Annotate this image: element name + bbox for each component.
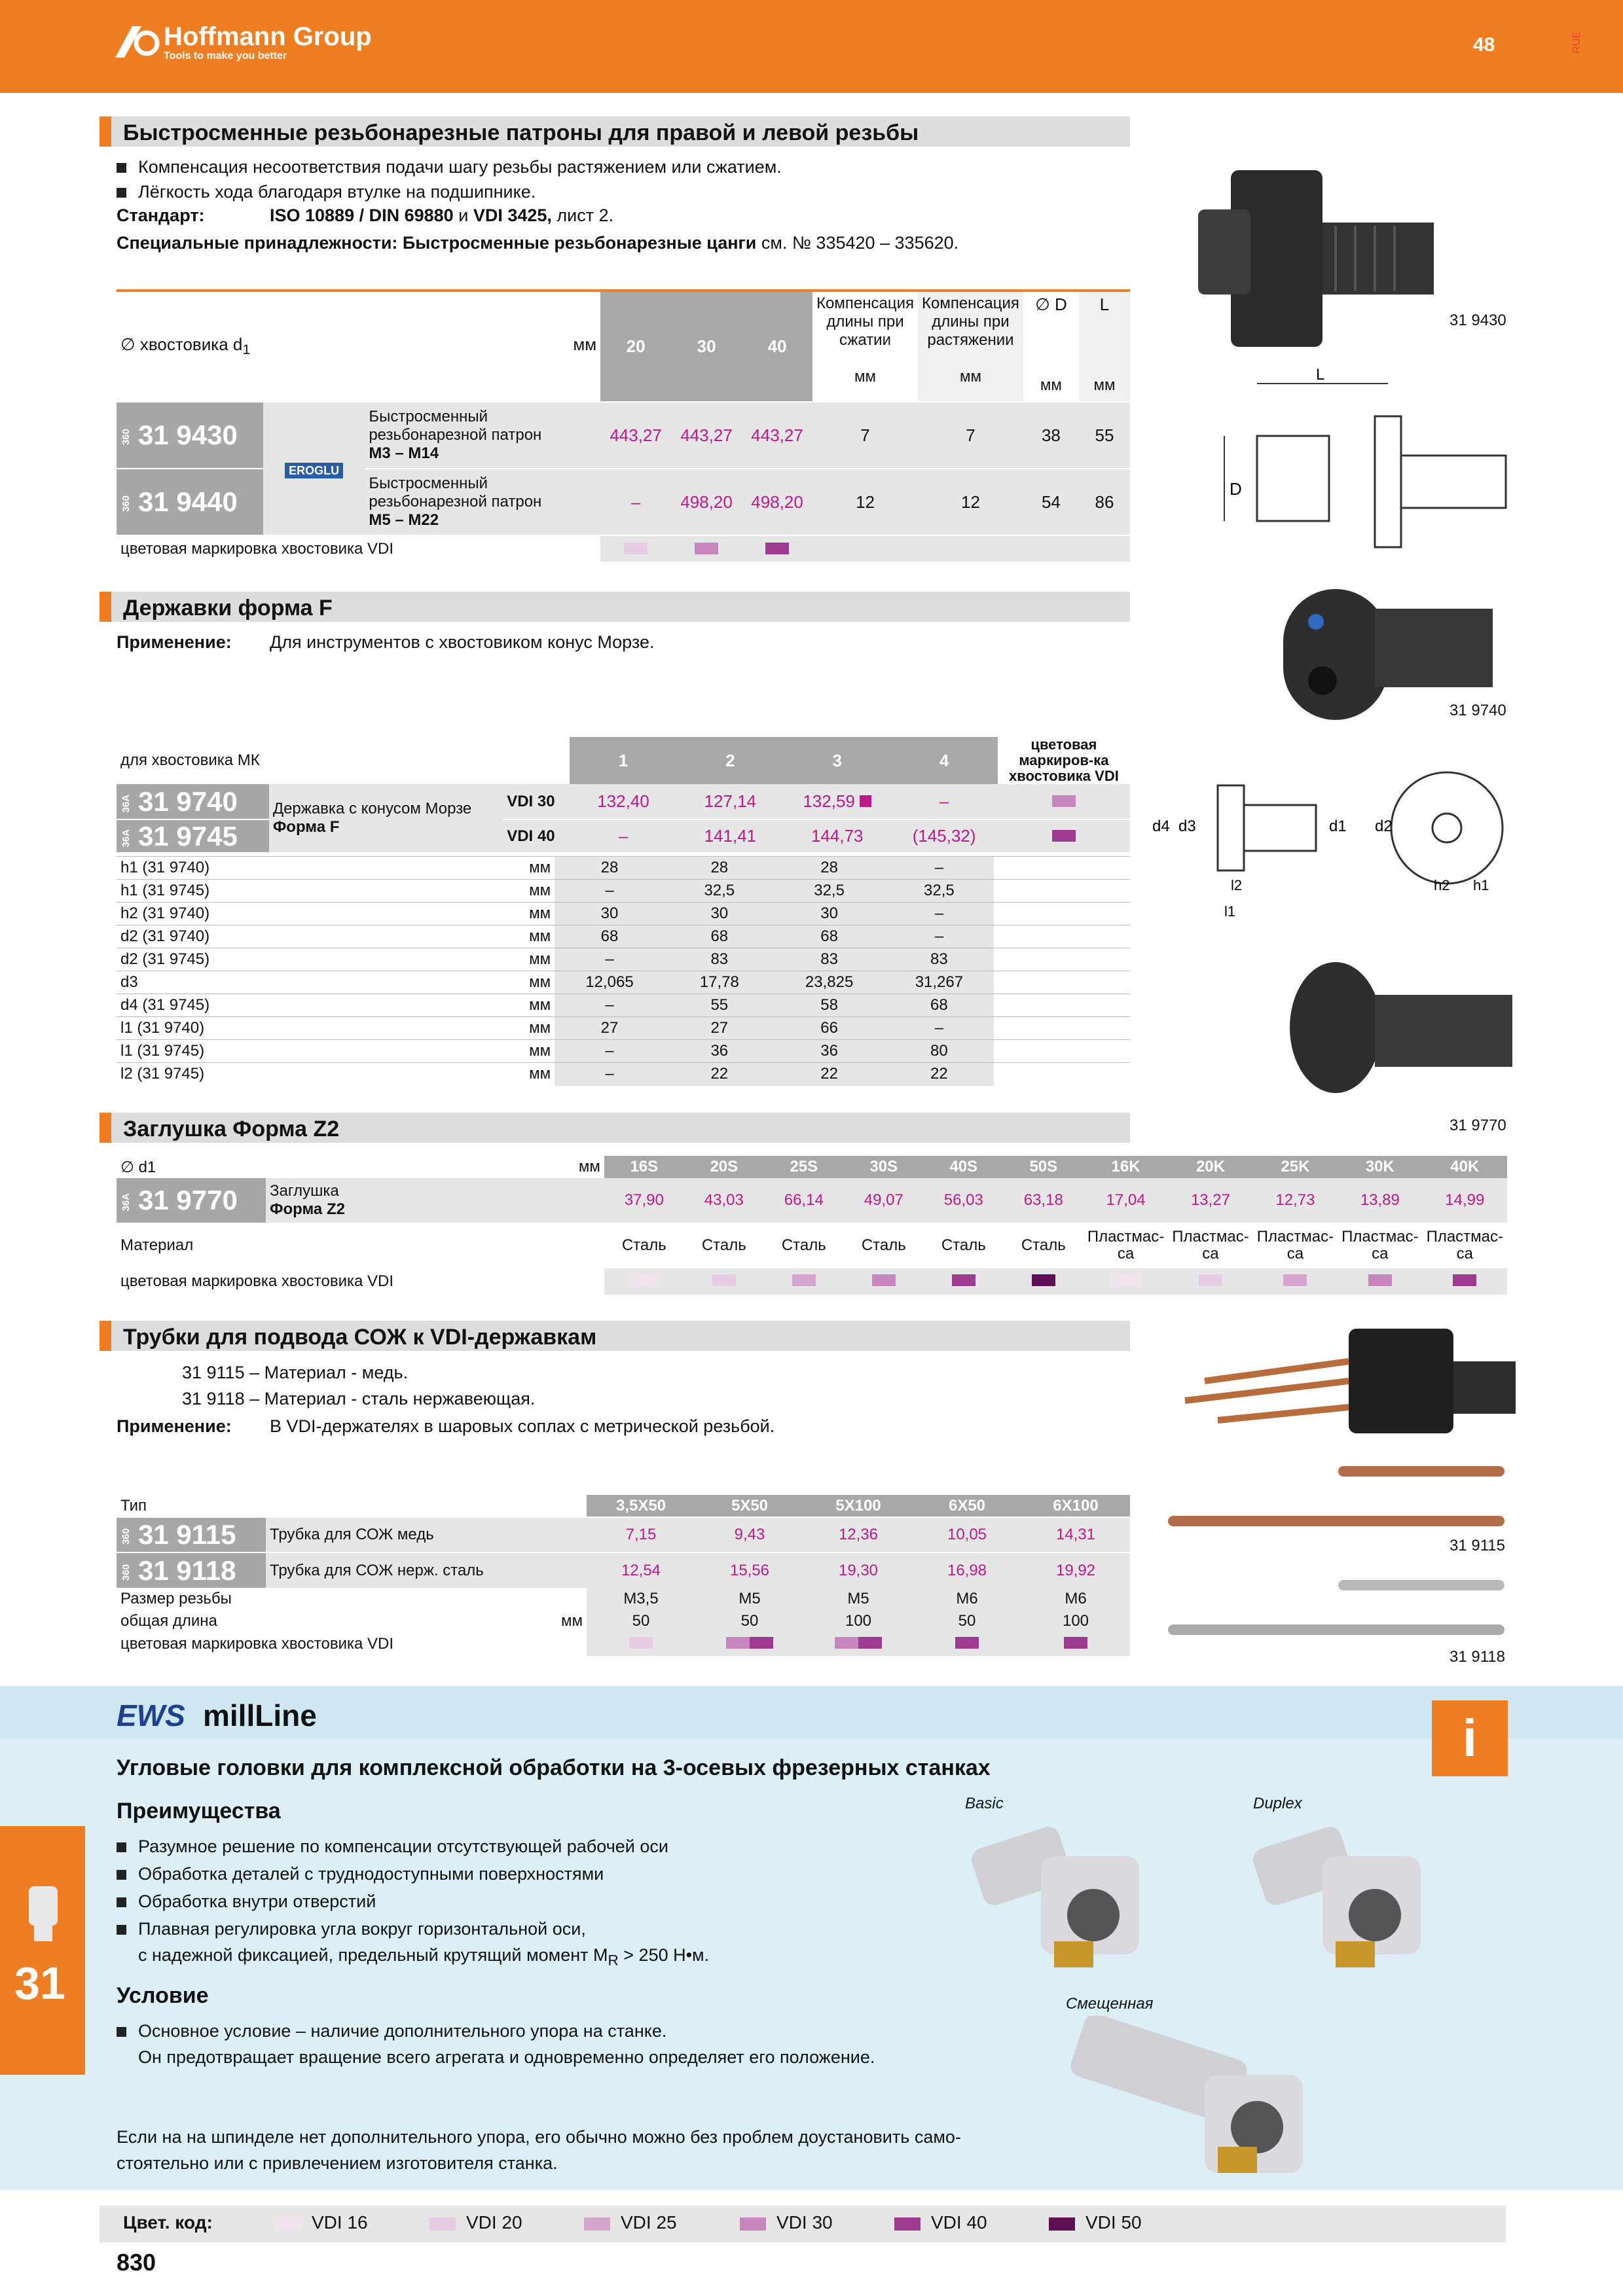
thread-cell: M5	[695, 1588, 804, 1610]
millline-label: millLine	[203, 1698, 317, 1732]
article-number: 31 9740	[138, 785, 238, 817]
dimension-value: 30	[775, 903, 884, 925]
eroglu-logo: EROGLU	[263, 402, 365, 535]
dimension-label: d2 (31 9740)	[120, 927, 210, 945]
price-cell: 17,04	[1084, 1178, 1168, 1223]
section-title-coolant-tubes: Трубки для подвода СОЖ к VDI-державкам	[100, 1321, 1130, 1351]
brand-name: Hoffmann Group	[164, 22, 372, 51]
col-header: 6X50	[913, 1495, 1021, 1517]
col-header: 30K	[1338, 1156, 1422, 1178]
color-swatch	[750, 1637, 773, 1649]
table-row: 360 31 9440 Быстросменный резьбонарезной патрон M5 – M22 – 498,20 498,20 12 12 54 86	[117, 469, 1130, 535]
dimension-label: h1 (31 9740)	[120, 859, 210, 876]
bullet-item: Разумное решение по компенсации отсутствующей рабочей оси	[117, 1837, 668, 1857]
product-desc: Трубка для СОЖ нерж. сталь	[266, 1552, 587, 1588]
unit-label: мм	[529, 859, 551, 876]
price-cell: 13,89	[1338, 1178, 1422, 1223]
legend-item: VDI 20	[466, 2212, 522, 2233]
dimension-value: 66	[775, 1017, 884, 1040]
image-label: 31 9115	[1450, 1537, 1505, 1554]
price-cell: 63,18	[1004, 1178, 1084, 1223]
dimension-value: 28	[775, 857, 884, 880]
length-cell: 100	[804, 1610, 913, 1632]
note-line: Если на на шпинделе нет дополнительного упора, его обычно можно без проблем доустановить само-	[117, 2127, 961, 2147]
unit-label: мм	[529, 905, 551, 922]
dimension-value: 28	[555, 857, 665, 880]
image-label: 31 9430	[1450, 312, 1506, 329]
dimension-row	[117, 880, 1130, 903]
thread-cell: M5	[804, 1588, 913, 1610]
product-desc: Трубка для СОЖ медь	[266, 1517, 587, 1552]
col-header: 40	[742, 292, 812, 402]
svg-text:d4: d4	[1152, 817, 1170, 835]
header-page-number: 48	[1473, 34, 1495, 56]
dimension-value: 68	[665, 925, 775, 948]
dimension-value: 83	[775, 948, 884, 971]
price-cell-with-flag: 132,59	[784, 784, 890, 819]
dimension-row	[117, 971, 1130, 994]
col-header: 30	[671, 292, 742, 402]
dimension-value: 55	[665, 994, 775, 1017]
dimension-value: –	[884, 903, 994, 925]
col-header: 50S	[1004, 1156, 1084, 1178]
dimension-value: –	[555, 1063, 665, 1086]
color-swatch	[712, 1274, 736, 1286]
svg-text:D: D	[1230, 479, 1242, 499]
price-cell: 13,27	[1168, 1178, 1252, 1223]
type-label: Тип	[120, 1496, 147, 1515]
color-swatch	[1453, 1274, 1476, 1286]
price-cell: 7,15	[587, 1517, 695, 1552]
legend-item: VDI 30	[776, 2212, 833, 2233]
material-cell: Пластмас-са	[1256, 1228, 1334, 1263]
tool-holder-icon	[17, 1882, 69, 1948]
dimension-value: 22	[665, 1063, 775, 1086]
material-cell: Сталь	[1021, 1236, 1066, 1254]
dimension-value: 17,78	[665, 971, 775, 994]
dimension-value: 27	[555, 1017, 665, 1040]
chapter-tab	[0, 1826, 85, 2075]
legend-label: Цвет. код:	[123, 2212, 213, 2233]
col-header: 20	[600, 292, 671, 402]
price-cell: 15,56	[695, 1552, 804, 1588]
price-cell: 66,14	[764, 1178, 844, 1223]
article-number: 31 9770	[138, 1185, 238, 1215]
price-cell: 498,20	[671, 469, 742, 535]
brand-logo	[164, 22, 372, 62]
color-swatch	[1368, 1274, 1392, 1286]
dimension-value: 30	[555, 903, 665, 925]
col-header: 40S	[924, 1156, 1004, 1178]
bullet-item: Лёгкость хода благодаря втулке на подшипнике.	[117, 182, 536, 202]
color-swatch	[726, 1637, 750, 1649]
dimension-label: l1 (31 9740)	[120, 1019, 205, 1037]
price-cell: 19,92	[1021, 1552, 1130, 1588]
corner-tag: RUE	[1571, 31, 1582, 54]
dimension-table	[117, 856, 1130, 1086]
dimension-value: 36	[665, 1040, 775, 1063]
price-cell: 19,30	[804, 1552, 913, 1588]
standard-label: Стандарт:	[117, 206, 205, 225]
comp-compress-header: Компенсация длины при сжатии мм	[816, 295, 914, 386]
price-cell: 56,03	[924, 1178, 1004, 1223]
price-cell: –	[600, 469, 671, 535]
unit-label: мм	[529, 882, 551, 899]
length-cell: 50	[695, 1610, 804, 1632]
product-image-tubes	[1165, 1460, 1519, 1656]
comp-stretch-header: Компенсация длины при растяжении мм	[918, 292, 1023, 402]
dimension-value: 32,5	[884, 880, 994, 903]
dimension-value: 27	[665, 1017, 775, 1040]
dimension-label: l2 (31 9745)	[120, 1065, 205, 1083]
material-cell: Пластмас-са	[1087, 1228, 1165, 1263]
price-cell: 498,20	[742, 469, 812, 535]
material-cell: Сталь	[621, 1236, 666, 1254]
dimension-row	[117, 994, 1130, 1017]
image-label: 31 9118	[1450, 1648, 1505, 1666]
color-row: цветовая маркировка хвостовика VDI	[117, 1632, 1130, 1656]
angle-head-basic-image	[962, 1817, 1178, 1981]
svg-text:h1: h1	[1473, 877, 1489, 893]
price-cell: 9,43	[695, 1517, 804, 1552]
legend-swatch	[1049, 2217, 1075, 2231]
bullet-continuation: с надежной фиксацией, предельный крутящий момент $M_R > 250$ Н•м.	[138, 1945, 710, 1969]
material-cell: Пластмас-са	[1172, 1228, 1249, 1263]
unit-label: мм	[529, 1019, 551, 1037]
legend-item: VDI 50	[1085, 2212, 1142, 2233]
unit-label: мм	[529, 973, 551, 991]
dimension-value: 31,267	[884, 971, 994, 994]
svg-text:d3: d3	[1178, 817, 1196, 835]
col-header: 40K	[1423, 1156, 1507, 1178]
dimension-value: 22	[884, 1063, 994, 1086]
plug-table	[117, 1156, 1507, 1295]
dimension-label: d4 (31 9745)	[120, 996, 210, 1014]
bullet-item: Обработка внутри отверстий	[117, 1892, 376, 1912]
dimension-label: l1 (31 9745)	[120, 1042, 205, 1060]
article-number: 31 9118	[138, 1554, 236, 1586]
variant-label: Basic	[965, 1795, 1004, 1812]
dimension-value: –	[884, 925, 994, 948]
tap-chuck-table: ∅ хвостовика $d_1$ мм 20 30 40 Компенсация длины при сжатии мм Компенсация длины при растяжении мм ∅ D мм L мм 360 31 9430 EROGLU Быстросменный резьбонарезной патрон M3 – M14 443,27 443,27 443,27 7 7 38 55 360 31 9440 Быстросменный резьбонарезной патрон M5 – M22 – 498,20 498,20 12 12 54 86 цветовая маркировка хвостовика VDI	[117, 292, 1130, 562]
color-swatch	[835, 1637, 858, 1649]
advantages-title: Преимущества	[117, 1799, 281, 1823]
unit-label: мм	[573, 334, 597, 355]
d1-label: ∅ d1	[120, 1158, 156, 1176]
article-cell: 360 31 9118	[117, 1552, 266, 1588]
dimension-row	[117, 1063, 1130, 1086]
dimension-label: h1 (31 9745)	[120, 882, 210, 899]
length-cell: 100	[1021, 1610, 1130, 1632]
svg-text:d2: d2	[1375, 817, 1393, 835]
dimension-value: 68	[884, 994, 994, 1017]
bullet-item: Основное условие – наличие дополнительного упора на станке.	[117, 2021, 666, 2041]
color-swatch	[1114, 1274, 1138, 1286]
color-row: цветовая маркировка хвостовика VDI	[117, 1268, 1507, 1295]
legend-item: VDI 40	[931, 2212, 987, 2233]
color-row: цветовая маркировка хвостовика VDI	[117, 535, 1130, 562]
col-header: 16K	[1084, 1156, 1168, 1178]
dimension-value: 30	[665, 903, 775, 925]
dimension-label: h2 (31 9740)	[120, 905, 210, 922]
price-cell: 10,05	[913, 1517, 1021, 1552]
brand-tagline: Tools to make you better	[164, 50, 287, 62]
legend-swatch	[740, 2217, 766, 2231]
bullet-item: Обработка деталей с труднодоступными поверхностями	[117, 1864, 604, 1884]
col-header: 6X100	[1021, 1495, 1130, 1517]
article-number: 31 9115	[138, 1519, 236, 1550]
d-header: ∅ D мм	[1035, 295, 1067, 394]
unit-label: мм	[529, 927, 551, 945]
col-header: 5X100	[804, 1495, 913, 1517]
price-cell: 443,27	[742, 402, 812, 469]
dimension-row	[117, 857, 1130, 880]
dimension-value: 22	[775, 1063, 884, 1086]
dimension-value: 83	[665, 948, 775, 971]
price-cell: 443,27	[600, 402, 671, 469]
length-cell: 50	[587, 1610, 695, 1632]
color-swatch	[632, 1274, 656, 1286]
bullet-continuation: Он предотвращает вращение всего агрегата и одновременно определяет его положение.	[138, 2047, 875, 2067]
color-swatch	[1199, 1274, 1222, 1286]
unit-label: мм	[529, 1065, 551, 1083]
dimension-value: –	[884, 1017, 994, 1040]
material-cell: Сталь	[861, 1236, 906, 1254]
dimension-value: 83	[884, 948, 994, 971]
dimension-value: 23,825	[775, 971, 884, 994]
color-swatch	[1064, 1637, 1087, 1649]
col-header: 20S	[684, 1156, 764, 1178]
col-header: 25S	[764, 1156, 844, 1178]
article-number: 31 9745	[138, 820, 238, 852]
mk-label: для хвостовика МК	[120, 751, 260, 769]
hoffmann-logo-icon	[115, 24, 161, 60]
application-text: В VDI-держателях в шаровых соплах с метрической резьбой.	[270, 1416, 775, 1436]
angle-head-duplex-image	[1244, 1817, 1460, 1981]
holder-table: для хвостовика МК 1 2 3 4 цветовая маркиров-ка хвостовика VDI 36A 31 9740 Державка с конусом Морзе Форма F VDI 30 132,40 127,14 132,59 – 36A 31 9745 VDI 40 – 141,41 144,73 (145,32)	[117, 737, 1130, 852]
article-cell: 360 31 9115	[117, 1517, 266, 1552]
table-row: 360 31 9430 EROGLU Быстросменный резьбонарезной патрон M3 – M14 443,27 443,27 443,27 7 7 38 55	[117, 402, 1130, 469]
legend-swatch	[894, 2217, 921, 2231]
price-cell: 12,36	[804, 1517, 913, 1552]
thread-cell: M6	[1021, 1588, 1130, 1610]
col-header: 30S	[844, 1156, 924, 1178]
price-cell: 14,99	[1423, 1178, 1507, 1223]
col-header: 16S	[604, 1156, 684, 1178]
svg-text:l2: l2	[1231, 877, 1243, 893]
image-label: 31 9770	[1450, 1117, 1506, 1134]
price-cell: 12,54	[587, 1552, 695, 1588]
color-swatch	[1032, 1274, 1055, 1286]
shank-label: ∅ хвостовика d	[120, 334, 243, 355]
dimension-value: –	[555, 948, 665, 971]
dimension-row	[117, 903, 1130, 925]
dimension-value: 28	[665, 857, 775, 880]
bullet-item: Компенсация несоответствия подачи шагу резьбы растяжением или сжатием.	[117, 157, 782, 177]
color-swatch	[792, 1274, 816, 1286]
l-header: L мм	[1079, 292, 1130, 402]
color-swatch	[952, 1274, 976, 1286]
note-line: стоятельно или с привлечением изготовителя станка.	[117, 2153, 558, 2173]
dimension-value: 12,065	[555, 971, 665, 994]
article-cell: 36A 31 9770	[117, 1178, 266, 1223]
dimension-value: –	[555, 880, 665, 903]
length-cell: 50	[913, 1610, 1021, 1632]
dimension-value: 32,5	[775, 880, 884, 903]
bullet-item: Плавная регулировка угла вокруг горизонтальной оси,	[117, 1919, 586, 1939]
unit-label: мм	[561, 1612, 583, 1630]
ews-logo: EWS	[117, 1698, 185, 1732]
svg-text:h2: h2	[1434, 877, 1450, 893]
thread-row: Размер резьбы M3,5 M5 M5 M6 M6	[117, 1588, 1130, 1610]
application-label: Применение:	[117, 632, 232, 652]
chapter-number: 31	[14, 1958, 65, 2009]
table-row: 36A 31 9740 Державка с конусом Морзе Форма F VDI 30 132,40 127,14 132,59 –	[117, 784, 1130, 819]
dimension-value: 58	[775, 994, 884, 1017]
price-cell: 49,07	[844, 1178, 924, 1223]
color-swatch	[629, 1637, 653, 1649]
color-swatch	[858, 1637, 882, 1649]
angle-head-offset-image	[1061, 2016, 1349, 2179]
legend-swatch	[275, 2217, 301, 2231]
material-cell: Пластмас-са	[1426, 1228, 1503, 1263]
thread-cell: M6	[913, 1588, 1021, 1610]
product-image-31-9770	[1283, 956, 1519, 1100]
length-row: общая длина мм 50 50 100 50 100	[117, 1610, 1130, 1632]
product-image-coolant-holder	[1165, 1316, 1519, 1453]
col-header: 5X50	[695, 1495, 804, 1517]
table-row	[117, 1552, 1130, 1588]
section-title-holders-form-f: Державки форма F	[100, 592, 1130, 622]
dimension-value: 32,5	[665, 880, 775, 903]
dimension-value: 36	[775, 1040, 884, 1063]
svg-text:L: L	[1316, 366, 1325, 384]
color-swatch	[872, 1274, 896, 1286]
section-title-plug-z2: Заглушка Форма Z2	[100, 1113, 1130, 1143]
col-header: 3,5X50	[587, 1495, 695, 1517]
technical-drawing-31-9430	[1218, 364, 1519, 560]
info-title: Угловые головки для комплексной обработки на 3-осевых фрезерных станках	[117, 1755, 991, 1780]
unit-label: мм	[529, 1042, 551, 1060]
price-cell: 12,73	[1253, 1178, 1338, 1223]
price-cell: 443,27	[671, 402, 742, 469]
dimension-value: 68	[775, 925, 884, 948]
price-cell: 37,90	[604, 1178, 684, 1223]
material-cell: Пластмас-са	[1341, 1228, 1419, 1263]
material-row	[117, 1223, 1507, 1268]
table-row	[117, 1517, 1130, 1552]
info-icon: i	[1432, 1700, 1508, 1776]
application-label: Применение:	[117, 1416, 232, 1436]
material-cell: Сталь	[941, 1236, 986, 1254]
price-cell: 14,31	[1021, 1517, 1130, 1552]
material-label: Материал	[120, 1236, 194, 1254]
svg-text:l1: l1	[1224, 903, 1236, 920]
dimension-value: –	[555, 994, 665, 1017]
accessories-line: Специальные принадлежности: Быстросменные резьбонарезные цанги см. № 335420 – 335620.	[117, 233, 959, 253]
unit-label: мм	[578, 1158, 600, 1175]
material-cell: Сталь	[781, 1236, 826, 1254]
legend-item: VDI 16	[312, 2212, 368, 2233]
dimension-row	[117, 1017, 1130, 1040]
material-line: 31 9118 – Материал - сталь нержавеющая.	[182, 1389, 536, 1408]
dimension-value: 68	[555, 925, 665, 948]
legend-swatch	[584, 2217, 610, 2231]
standard-value: ISO 10889 / DIN 69880 и VDI 3425, лист 2.	[270, 206, 614, 225]
material-line: 31 9115 – Материал - медь.	[182, 1363, 409, 1382]
image-label: 31 9740	[1450, 702, 1506, 719]
technical-drawing-31-9740	[1152, 759, 1519, 929]
application-text: Для инструментов с хвостовиком конус Морзе.	[270, 632, 655, 652]
dimension-label: d3	[120, 973, 138, 991]
price-cell: 43,03	[684, 1178, 764, 1223]
dimension-value: 80	[884, 1040, 994, 1063]
svg-text:d1: d1	[1329, 817, 1347, 835]
variant-label: Смещенная	[1066, 1995, 1154, 2013]
dimension-label: d2 (31 9745)	[120, 950, 210, 968]
table-row: 36A 31 9745 VDI 40 – 141,41 144,73 (145,32)	[117, 819, 1130, 852]
section-title-tap-chucks: Быстросменные резьбонарезные патроны для правой и левой резьбы	[100, 117, 1130, 147]
col-header: 25K	[1253, 1156, 1338, 1178]
thread-cell: M3,5	[587, 1588, 695, 1610]
col-header: 20K	[1168, 1156, 1252, 1178]
footer-page-number: 830	[117, 2249, 156, 2276]
product-desc: Заглушка Форма Z2	[266, 1178, 604, 1223]
article-number: 31 9440	[138, 486, 238, 517]
article-number: 31 9430	[138, 420, 238, 450]
dimension-value: –	[555, 1040, 665, 1063]
dimension-value: –	[884, 857, 994, 880]
variant-label: Duplex	[1253, 1795, 1302, 1812]
color-swatch	[955, 1637, 979, 1649]
condition-title: Условие	[117, 1983, 209, 2008]
legend-swatch	[429, 2217, 456, 2231]
unit-label: мм	[529, 996, 551, 1014]
dimension-row	[117, 948, 1130, 971]
price-cell: 16,98	[913, 1552, 1021, 1588]
color-swatch	[1283, 1274, 1307, 1286]
dimension-row	[117, 1040, 1130, 1063]
table-row	[117, 1178, 1507, 1223]
unit-label: мм	[529, 950, 551, 968]
dimension-row	[117, 925, 1130, 948]
material-cell: Сталь	[701, 1236, 746, 1254]
legend-item: VDI 25	[621, 2212, 677, 2233]
tube-table	[117, 1495, 1130, 1656]
